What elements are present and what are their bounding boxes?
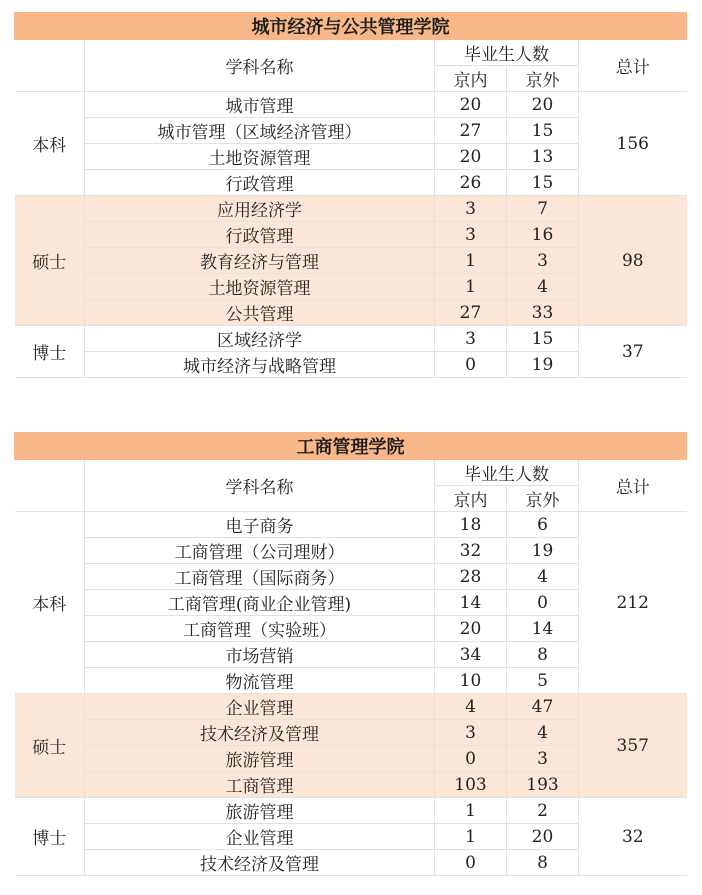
beijing-out-count-cell: 15 xyxy=(507,118,579,144)
subject-name-cell: 工商管理 xyxy=(85,772,435,798)
table-row xyxy=(15,92,687,118)
beijing-in-count-cell: 3 xyxy=(435,196,507,222)
beijing-out-count-cell: 19 xyxy=(507,538,579,564)
degree-level-cell: 博士 xyxy=(15,798,85,876)
beijing-out-count-cell: 19 xyxy=(507,352,579,378)
beijing-out-count-cell: 15 xyxy=(507,170,579,196)
group-total-cell: 32 xyxy=(579,798,687,876)
beijing-out-count-cell: 8 xyxy=(507,850,579,876)
beijing-in-count-cell: 20 xyxy=(435,616,507,642)
group-total-cell: 212 xyxy=(579,512,687,694)
group-total-cell: 357 xyxy=(579,694,687,798)
table-title: 城市经济与公共管理学院 xyxy=(15,13,687,40)
subject-name-cell: 工商管理（国际商务） xyxy=(85,564,435,590)
group-total-cell: 37 xyxy=(579,326,687,378)
beijing-out-count-cell: 4 xyxy=(507,564,579,590)
beijing-in-count-cell: 0 xyxy=(435,850,507,876)
table-title-row xyxy=(15,13,687,40)
table-row xyxy=(15,512,687,538)
table-title-row xyxy=(15,433,687,460)
beijing-in-count-cell: 34 xyxy=(435,642,507,668)
beijing-in-count-cell: 10 xyxy=(435,668,507,694)
beijing-out-count-cell: 33 xyxy=(507,300,579,326)
degree-level-cell: 本科 xyxy=(15,92,85,196)
subject-name-cell: 旅游管理 xyxy=(85,798,435,824)
table-row xyxy=(15,694,687,720)
group-total-cell: 156 xyxy=(579,92,687,196)
subject-name-cell: 土地资源管理 xyxy=(85,144,435,170)
group-total-cell: 98 xyxy=(579,196,687,326)
beijing-in-count-cell: 103 xyxy=(435,772,507,798)
graduates-table-urban-economics xyxy=(14,12,687,378)
beijing-out-count-cell: 15 xyxy=(507,326,579,352)
subject-name-cell: 区域经济学 xyxy=(85,326,435,352)
subject-name-cell: 市场营销 xyxy=(85,642,435,668)
beijing-in-count-cell: 3 xyxy=(435,326,507,352)
degree-level-cell: 硕士 xyxy=(15,694,85,798)
table-row xyxy=(15,196,687,222)
beijing-out-count-cell: 7 xyxy=(507,196,579,222)
beijing-in-count-cell: 18 xyxy=(435,512,507,538)
header-row xyxy=(15,40,687,66)
subject-name-cell: 城市管理（区域经济管理） xyxy=(85,118,435,144)
beijing-out-count-cell: 193 xyxy=(507,772,579,798)
beijing-out-count-cell: 4 xyxy=(507,720,579,746)
table-row xyxy=(15,798,687,824)
beijing-in-count-cell: 4 xyxy=(435,694,507,720)
subject-name-cell: 城市经济与战略管理 xyxy=(85,352,435,378)
beijing-out-count-cell: 47 xyxy=(507,694,579,720)
beijing-in-count-cell: 0 xyxy=(435,746,507,772)
subject-name-cell: 工商管理（公司理财） xyxy=(85,538,435,564)
table-row xyxy=(15,326,687,352)
subject-name-cell: 企业管理 xyxy=(85,694,435,720)
beijing-out-count-cell: 6 xyxy=(507,512,579,538)
beijing-in-count-cell: 1 xyxy=(435,798,507,824)
beijing-in-count-cell: 20 xyxy=(435,144,507,170)
beijing-out-count-cell: 8 xyxy=(507,642,579,668)
beijing-in-count-cell: 26 xyxy=(435,170,507,196)
subject-name-cell: 工商管理（实验班） xyxy=(85,616,435,642)
beijing-in-count-cell: 14 xyxy=(435,590,507,616)
beijing-in-count-cell: 1 xyxy=(435,824,507,850)
beijing-in-count-cell: 3 xyxy=(435,720,507,746)
beijing-out-count-cell: 0 xyxy=(507,590,579,616)
subject-name-cell: 技术经济及管理 xyxy=(85,850,435,876)
header-graduates: 毕业生人数 xyxy=(435,40,579,66)
header-subject-name: 学科名称 xyxy=(85,460,435,512)
subject-name-cell: 物流管理 xyxy=(85,668,435,694)
subject-name-cell: 电子商务 xyxy=(85,512,435,538)
subject-name-cell: 行政管理 xyxy=(85,222,435,248)
beijing-in-count-cell: 1 xyxy=(435,248,507,274)
degree-level-cell: 硕士 xyxy=(15,196,85,326)
header-beijing-in: 京内 xyxy=(435,486,507,512)
beijing-in-count-cell: 20 xyxy=(435,92,507,118)
subject-name-cell: 公共管理 xyxy=(85,300,435,326)
subject-name-cell: 城市管理 xyxy=(85,92,435,118)
beijing-in-count-cell: 0 xyxy=(435,352,507,378)
beijing-out-count-cell: 3 xyxy=(507,746,579,772)
beijing-in-count-cell: 27 xyxy=(435,300,507,326)
header-row xyxy=(15,460,687,486)
beijing-out-count-cell: 20 xyxy=(507,824,579,850)
header-graduates: 毕业生人数 xyxy=(435,460,579,486)
table-title: 工商管理学院 xyxy=(15,433,687,460)
beijing-out-count-cell: 14 xyxy=(507,616,579,642)
beijing-out-count-cell: 20 xyxy=(507,92,579,118)
subject-name-cell: 行政管理 xyxy=(85,170,435,196)
beijing-in-count-cell: 3 xyxy=(435,222,507,248)
beijing-out-count-cell: 5 xyxy=(507,668,579,694)
header-total: 总计 xyxy=(579,40,687,92)
subject-name-cell: 土地资源管理 xyxy=(85,274,435,300)
header-beijing-in: 京内 xyxy=(435,66,507,92)
subject-name-cell: 企业管理 xyxy=(85,824,435,850)
header-level-blank xyxy=(15,460,85,512)
beijing-in-count-cell: 32 xyxy=(435,538,507,564)
beijing-out-count-cell: 3 xyxy=(507,248,579,274)
subject-name-cell: 技术经济及管理 xyxy=(85,720,435,746)
header-subject-name: 学科名称 xyxy=(85,40,435,92)
subject-name-cell: 工商管理(商业企业管理) xyxy=(85,590,435,616)
subject-name-cell: 教育经济与管理 xyxy=(85,248,435,274)
header-level-blank xyxy=(15,40,85,92)
beijing-out-count-cell: 13 xyxy=(507,144,579,170)
beijing-in-count-cell: 27 xyxy=(435,118,507,144)
degree-level-cell: 本科 xyxy=(15,512,85,694)
beijing-out-count-cell: 2 xyxy=(507,798,579,824)
beijing-out-count-cell: 4 xyxy=(507,274,579,300)
graduates-table-business-admin xyxy=(14,432,687,876)
beijing-out-count-cell: 16 xyxy=(507,222,579,248)
header-beijing-out: 京外 xyxy=(507,66,579,92)
header-total: 总计 xyxy=(579,460,687,512)
subject-name-cell: 应用经济学 xyxy=(85,196,435,222)
header-beijing-out: 京外 xyxy=(507,486,579,512)
beijing-in-count-cell: 1 xyxy=(435,274,507,300)
degree-level-cell: 博士 xyxy=(15,326,85,378)
subject-name-cell: 旅游管理 xyxy=(85,746,435,772)
beijing-in-count-cell: 28 xyxy=(435,564,507,590)
